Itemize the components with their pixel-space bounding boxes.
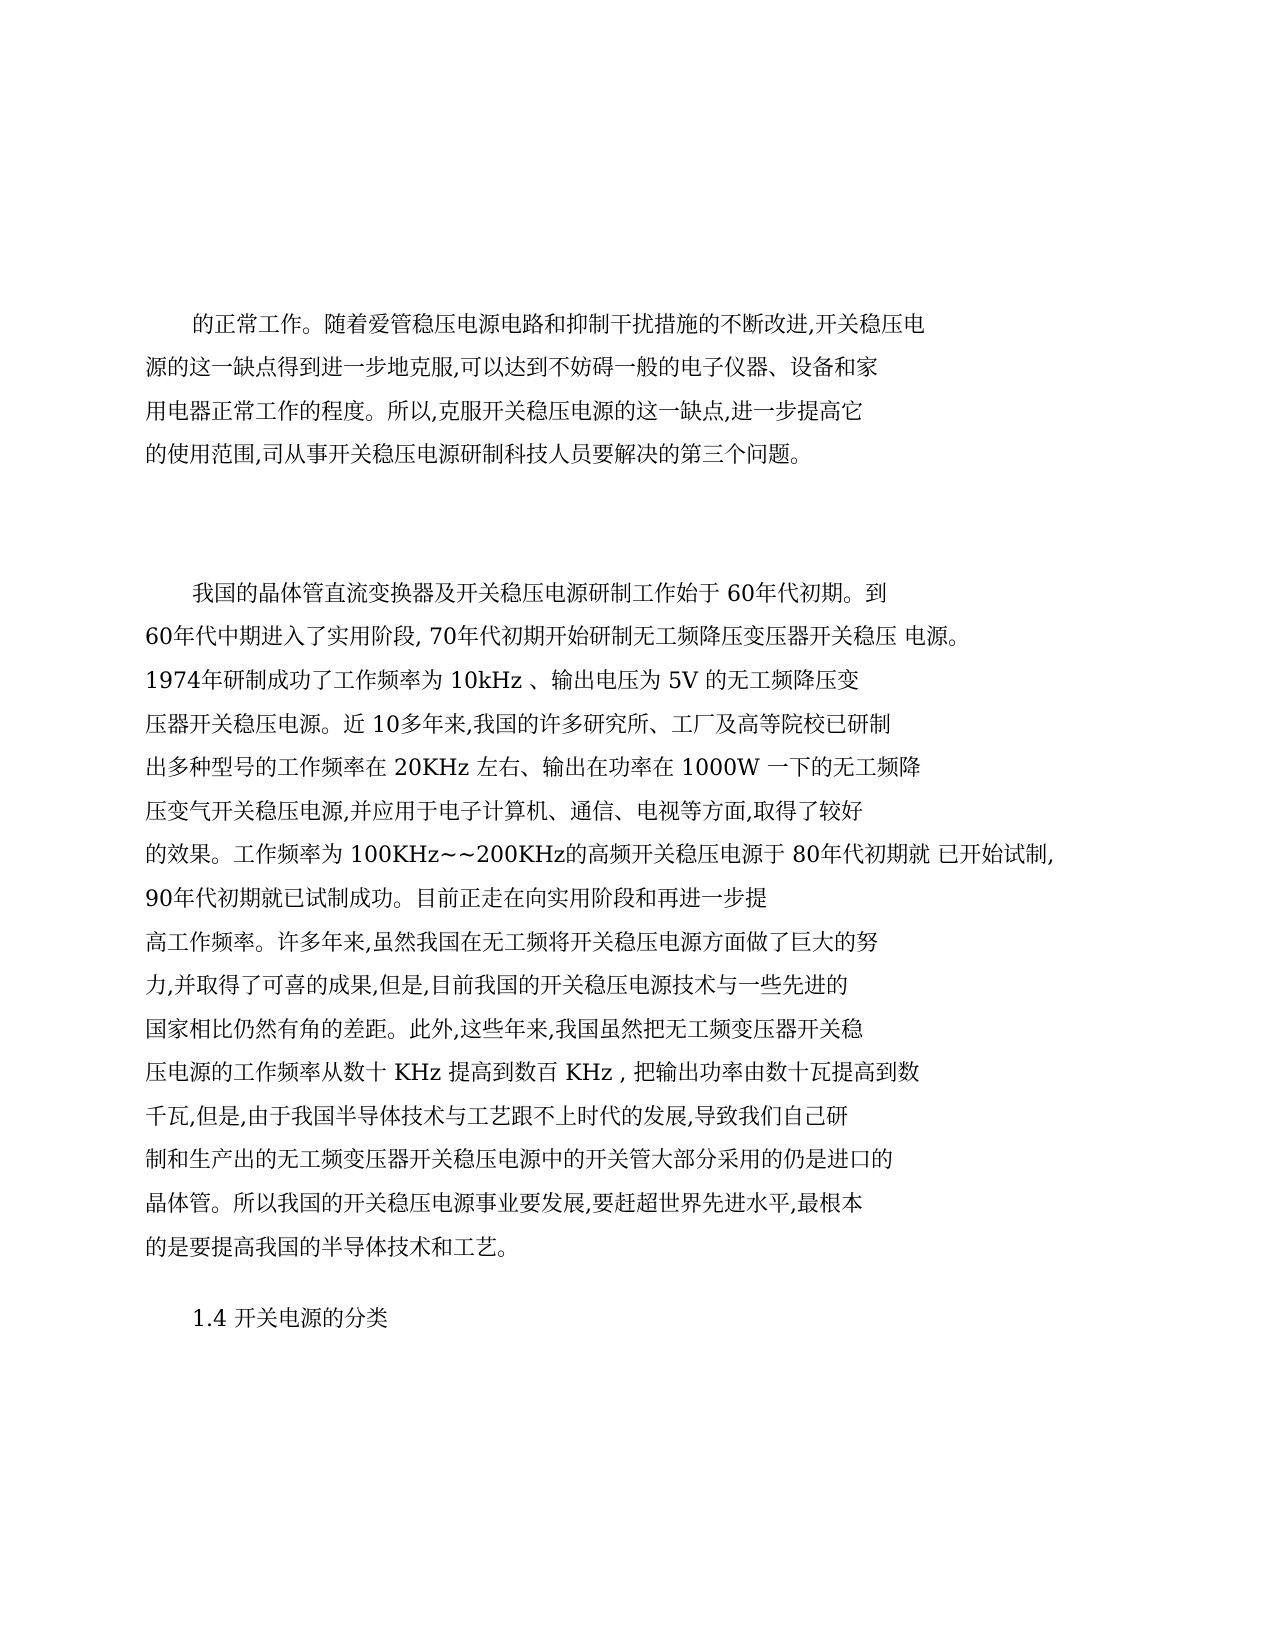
paragraph-line: 90年代初期就已试制成功。目前正走在向实用阶段和再进一步提 (145, 887, 767, 912)
paragraph-line: 国家相比仍然有角的差距。此外,这些年来,我国虽然把无工频变压器开关稳 (145, 1018, 863, 1043)
section-heading: 1.4 开关电源的分类 (192, 1307, 388, 1332)
paragraph-line: 压电源的工作频率从数十 KHz 提高到数百 KHz , 把输出功率由数十瓦提高到数 (145, 1061, 920, 1086)
paragraph-line: 的正常工作。随着爱管稳压电源电路和抑制干扰措施的不断改进,开关稳压电 (192, 313, 925, 338)
paragraph-line: 力,并取得了可喜的成果,但是,目前我国的开关稳压电源技术与一些先进的 (145, 974, 848, 999)
paragraph-line: 高工作频率。许多年来,虽然我国在无工频将开关稳压电源方面做了巨大的努 (145, 931, 878, 956)
paragraph-line: 1974年研制成功了工作频率为 10kHz 、输出电压为 5V 的无工频降压变 (145, 669, 859, 694)
paragraph-line: 的是要提高我国的半导体技术和工艺。 (145, 1236, 520, 1261)
paragraph-line: 晶体管。所以我国的开关稳压电源事业要发展,要赶超世界先进水平,最根本 (145, 1192, 863, 1217)
paragraph-line: 的使用范围,司从事开关稳压电源研制科技人员要解决的第三个问题。 (145, 443, 812, 468)
paragraph-line: 压器开关稳压电源。近 10多年来,我国的许多研究所、工厂及高等院校已研制 (145, 713, 891, 738)
paragraph-line: 出多种型号的工作频率在 20KHz 左右、输出在功率在 1000W 一下的无工频降 (145, 756, 921, 781)
paragraph-line: 的效果。工作频率为 100KHz~~200KHz的高频开关稳压电源于 80年代初期就 已开始试制, (145, 843, 1055, 868)
paragraph-line: 源的这一缺点得到进一步地克服,可以达到不妨碍一般的电子仪器、设备和家 (145, 356, 878, 381)
paragraph-line: 用电器正常工作的程度。所以,克服开关稳压电源的这一缺点,进一步提高它 (145, 400, 863, 425)
paragraph-line: 压变气开关稳压电源,并应用于电子计算机、通信、电视等方面,取得了较好 (145, 800, 863, 825)
paragraph-line: 制和生产出的无工频变压器开关稳压电源中的开关管大部分采用的仍是进口的 (145, 1148, 894, 1173)
paragraph-line: 我国的晶体管直流变换器及开关稳压电源研制工作始于 60年代初期。到 (192, 582, 887, 607)
paragraph-line: 60年代中期进入了实用阶段, 70年代初期开始研制无工频降压变压器开关稳压 电源。 (145, 625, 970, 650)
paragraph-line: 千瓦,但是,由于我国半导体技术与工艺跟不上时代的发展,导致我们自己研 (145, 1105, 848, 1130)
